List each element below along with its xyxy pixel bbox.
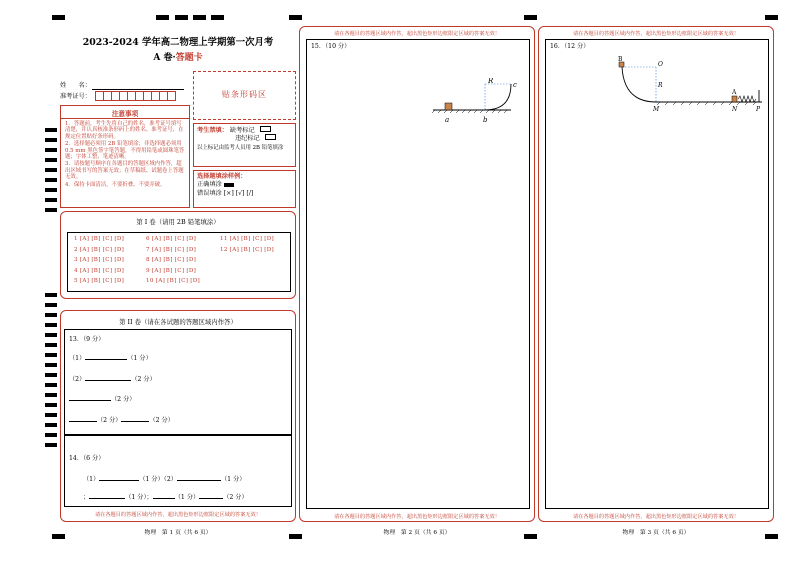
q13-line-3: （2 分）	[69, 394, 135, 403]
register-mark	[765, 15, 778, 20]
q16-area[interactable]	[545, 39, 769, 509]
part2-title: 第 II 卷（请在各试题的答题区域内作答）	[119, 318, 237, 326]
register-mark	[156, 15, 169, 20]
timing-mark	[45, 188, 57, 192]
q13-area[interactable]	[64, 329, 292, 435]
q16-label-M: M	[653, 106, 660, 112]
choice-row[interactable]: 11 [A] [B] [C] [D]	[220, 236, 275, 242]
choice-row[interactable]: 7 [A] [B] [C] [D]	[146, 246, 197, 253]
name-label: 姓 名：	[60, 82, 91, 89]
q14-line-2: ； （1 分）； （1 分） （2 分）	[83, 494, 248, 501]
panel-q15-hint-top: 请在各题目的答题区域内作答，超出黑色矩形边框限定区域的答案无效！	[333, 31, 500, 37]
q15-label-R: R	[488, 78, 494, 85]
register-mark	[211, 15, 224, 20]
choice-row[interactable]: 9 [A] [B] [C] [D]	[146, 267, 197, 274]
q16-block-A	[732, 96, 737, 102]
fill-example-title: 选择题填涂样例：	[197, 173, 247, 180]
notice-item: 4．保持卡面清洁，不要折叠、不要弄破。	[65, 181, 166, 188]
part2-box	[60, 310, 296, 522]
q15-figure	[425, 78, 537, 126]
part1-col-2	[146, 236, 200, 289]
q13-line-2: （2） （2 分）	[69, 376, 156, 383]
timing-mark	[45, 128, 57, 132]
barcode-label: 贴条形码区	[222, 90, 267, 99]
q16-label-O: O	[658, 61, 663, 68]
footer-page-3: 物理 第 3 页（共 6 页）	[622, 530, 690, 536]
q15-heading: 15．（10 分）	[311, 43, 351, 50]
footer-page-2: 物理 第 2 页（共 6 页）	[383, 530, 451, 536]
notice-title: 注意事项	[61, 106, 189, 119]
choice-row[interactable]: 10 [A] [B] [C] [D]	[146, 278, 201, 284]
correct-fill-mark	[224, 183, 234, 187]
q15-block	[445, 103, 452, 110]
timing-mark	[45, 313, 57, 317]
q16-figure	[616, 56, 766, 112]
q13-line-4: （2 分） （2 分）	[69, 415, 174, 424]
q16-label-B: B	[618, 56, 623, 63]
choice-row[interactable]: 1 [A] [B] [C] [D]	[74, 236, 125, 242]
missing-label: 缺考标记	[229, 127, 255, 134]
notice-item: 1．答题前，考生先将自己的姓名，准考证号填写清楚，并认真核准条形码上的姓名、准考证号，在规定位置贴好条形码。	[65, 121, 184, 140]
subtitle-volume: A 卷·	[153, 53, 176, 63]
timing-mark	[45, 303, 57, 307]
timing-mark	[45, 373, 57, 377]
panel-q15	[299, 26, 535, 522]
timing-mark	[45, 343, 57, 347]
notice-item: 2．选择题必须用 2B 铅笔填涂；非选择题必须用 0.5 mm 黑色签字笔答题，不得用铅笔或圆珠笔答题；字体工整、笔迹清晰。	[65, 141, 185, 161]
status-note: 以上标记由监考人员用 2B 铅笔填涂	[197, 144, 284, 151]
timing-mark	[45, 443, 57, 447]
timing-mark	[45, 423, 57, 427]
page-subtitle	[60, 50, 296, 63]
timing-mark	[45, 333, 57, 337]
panel-q16	[538, 26, 774, 522]
notice-list	[61, 119, 189, 188]
correct-fill-label: 正确填涂	[197, 181, 222, 189]
register-mark	[193, 15, 206, 20]
missing-checkbox[interactable]	[260, 126, 271, 132]
register-mark	[175, 15, 188, 20]
q13-line-1: （1） （1 分）	[69, 355, 152, 362]
timing-mark	[45, 138, 57, 142]
timing-mark	[45, 178, 57, 182]
timing-mark	[45, 393, 57, 397]
subtitle-card: 答题卡	[175, 53, 203, 63]
q16-label-R: R	[658, 82, 663, 89]
part2-hint: 请在各题目的答题区域内作答，超出黑色矩形边框限定区域的答案无效！	[94, 512, 261, 518]
wrong-fill-label: 错误填涂	[197, 189, 222, 197]
part1-col-3	[220, 236, 274, 257]
register-mark	[52, 15, 65, 20]
choice-row[interactable]: 12 [A] [B] [C] [D]	[220, 246, 275, 253]
timing-mark	[45, 168, 57, 172]
q14-heading: 14．（6 分）	[69, 455, 105, 462]
part1-col-1	[74, 236, 124, 289]
status-label: 考生禁填：	[197, 127, 228, 134]
status-box	[193, 123, 296, 167]
timing-mark	[45, 148, 57, 152]
timing-mark	[45, 353, 57, 357]
violation-label: 违纪标记	[235, 135, 260, 143]
part1-box	[60, 211, 296, 299]
violation-checkbox[interactable]	[265, 134, 276, 140]
panel-q16-hint-top: 请在各题目的答题区域内作答，超出黑色矩形边框限定区域的答案无效！	[572, 31, 739, 37]
choice-row[interactable]: 2 [A] [B] [C] [D]	[74, 246, 125, 253]
wrong-fill-marks: [×] [√] [/]	[223, 189, 254, 197]
notice-item: 3．请按题号顺序在各题目的答题区域内作答，超出区域书写的答案无效；在草稿纸、试题卷上答题无效。	[65, 161, 184, 181]
q15-label-b: b	[483, 116, 488, 124]
q14-line-1: （1） （1 分）（2） （1 分）	[83, 476, 246, 483]
choice-row[interactable]: 3 [A] [B] [C] [D]	[74, 257, 125, 263]
timing-mark	[45, 363, 57, 367]
panel-q15-hint-bottom: 请在各题目的答题区域内作答，超出黑色矩形边框限定区域的答案无效！	[333, 514, 500, 520]
q13-heading: 13．（9 分）	[69, 336, 105, 343]
choice-row[interactable]: 5 [A] [B] [C] [D]	[74, 278, 125, 284]
footer-page-1: 物理 第 1 页（共 6 页）	[144, 530, 212, 536]
q14-area[interactable]	[64, 435, 292, 507]
part1-grid	[67, 232, 291, 292]
part1-title: 第 I 卷（请用 2B 铅笔填涂）	[136, 218, 220, 226]
q15-label-a: a	[445, 116, 450, 124]
q16-label-A: A	[732, 89, 737, 96]
page-title: 2023-2024 学年高二物理上学期第一次月考	[82, 37, 274, 48]
choice-row[interactable]: 8 [A] [B] [C] [D]	[146, 257, 197, 263]
q16-heading: 16．（12 分）	[550, 43, 590, 50]
barcode-area	[193, 71, 296, 120]
timing-mark	[45, 323, 57, 327]
fill-example-box	[193, 170, 296, 208]
timing-mark	[45, 198, 57, 202]
q16-label-N: N	[732, 106, 738, 112]
timing-mark	[45, 158, 57, 162]
notice-box	[60, 105, 190, 208]
id-cells[interactable]	[95, 91, 175, 101]
timing-mark	[45, 208, 57, 212]
timing-mark	[45, 293, 57, 297]
name-field[interactable]	[92, 89, 184, 90]
register-mark	[289, 15, 302, 20]
timing-mark	[45, 413, 57, 417]
choice-row[interactable]: 4 [A] [B] [C] [D]	[74, 267, 125, 274]
choice-row[interactable]: 6 [A] [B] [C] [D]	[146, 236, 197, 242]
timing-mark	[45, 403, 57, 407]
register-mark	[524, 15, 537, 20]
panel-q16-hint-bottom: 请在各题目的答题区域内作答，超出黑色矩形边框限定区域的答案无效！	[572, 514, 739, 520]
q16-label-P: P	[756, 106, 761, 112]
timing-mark	[45, 383, 57, 387]
q15-label-c: c	[513, 81, 517, 89]
id-label: 准考证号：	[60, 93, 91, 100]
q15-area[interactable]	[306, 39, 530, 509]
timing-mark	[45, 433, 57, 437]
